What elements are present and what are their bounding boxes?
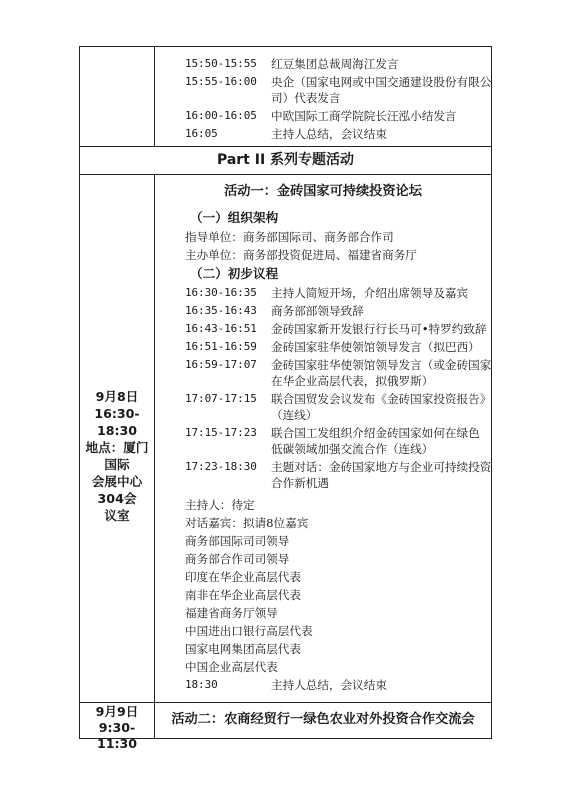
agenda-time: 16:51-16:59 xyxy=(185,340,257,353)
guest-item: 国家电网集团高层代表 xyxy=(185,642,301,656)
agenda-desc: 联合国贸发会议发布《金砖国家投资报告》 （连线） xyxy=(271,392,492,422)
agenda-row xyxy=(185,285,491,301)
guest-item: 福建省商务厅领导 xyxy=(185,606,278,620)
agenda-row xyxy=(185,357,491,389)
row-divider-part-top xyxy=(79,146,492,147)
agenda-desc: 主持人简短开场，介绍出席领导及嘉宾 xyxy=(271,286,469,300)
agenda-row xyxy=(185,339,491,355)
agenda-desc: 金砖国家新开发银行行长马可•特罗约致辞 xyxy=(271,322,487,336)
schedule-desc: 主持人总结，会议结束 xyxy=(271,127,387,141)
guest-item: 商务部国际司司领导 xyxy=(185,534,290,548)
guest-item: 中国企业高层代表 xyxy=(185,660,278,674)
event1-time: 16:30-18:30 xyxy=(94,406,140,438)
host-line: 主持人：待定 xyxy=(185,498,255,512)
schedule-time: 16:05 xyxy=(185,127,218,140)
schedule-row xyxy=(185,126,491,142)
table-top-border xyxy=(79,46,492,47)
event2-date: 9月9日 xyxy=(95,704,139,719)
agenda-desc: 金砖国家驻华使领馆领导发言（拟巴西） xyxy=(271,340,480,354)
agenda-time: 16:35-16:43 xyxy=(185,304,257,317)
event1-date: 9月8日 xyxy=(95,389,139,404)
closing-row xyxy=(185,677,491,693)
guests-line: 对话嘉宾：拟请8位嘉宾 xyxy=(185,516,309,530)
event1-place-line: 地点：厦门国际 xyxy=(85,440,149,472)
event1-time-place xyxy=(80,388,154,524)
closing-desc: 主持人总结，会议结束 xyxy=(271,678,387,692)
agenda-time: 16:43-16:51 xyxy=(185,322,257,335)
event2-time-range: 9:30-11:30 xyxy=(96,720,138,751)
guest-item: 南非在华企业高层代表 xyxy=(185,588,301,602)
column-divider-top xyxy=(154,46,155,146)
event1-content xyxy=(185,207,491,695)
event2-time xyxy=(80,704,154,752)
agenda-time: 17:15-17:23 xyxy=(185,426,257,439)
event1-place-line: 会展中心304会 xyxy=(91,474,143,506)
schedule-desc: 央企（国家电网或中国交通建设股份有限公 司）代表发言 xyxy=(271,75,492,105)
guest-item: 印度在华企业高层代表 xyxy=(185,570,301,584)
agenda-time: 17:23-18:30 xyxy=(185,460,257,473)
agenda-row xyxy=(185,391,491,423)
section-heading: （一）组织架构 xyxy=(190,210,279,225)
agenda-time: 16:30-16:35 xyxy=(185,286,257,299)
row-divider-part-bottom xyxy=(79,174,492,175)
agenda-row xyxy=(185,321,491,337)
schedule-desc: 红豆集团总裁周海江发言 xyxy=(271,57,399,71)
top-schedule xyxy=(185,56,491,144)
row-divider-event2-top xyxy=(79,702,492,703)
schedule-desc: 中欧国际工商学院院长汪泓小结发言 xyxy=(271,109,457,123)
schedule-time: 15:55-16:00 xyxy=(185,75,257,88)
agenda-desc: 商务部部领导致辞 xyxy=(271,304,364,318)
org-line: 指导单位：商务部国际司、商务部合作司 xyxy=(185,230,394,244)
agenda-desc: 主题对话：金砖国家地方与企业可持续投资 合作新机遇 xyxy=(271,460,492,490)
section-heading: （二）初步议程 xyxy=(190,266,279,281)
agenda-desc: 金砖国家驻华使领馆领导发言（或金砖国家 在华企业高层代表，拟俄罗斯） xyxy=(271,358,492,388)
agenda-time: 16:59-17:07 xyxy=(185,358,257,371)
column-divider-lower xyxy=(154,174,155,739)
agenda-time: 17:07-17:15 xyxy=(185,392,257,405)
agenda-row xyxy=(185,303,491,319)
agenda-desc: 联合国工发组织介绍金砖国家如何在绿色 低碳领域加强交流合作（连线） xyxy=(271,426,480,456)
org-line: 主办单位：商务部投资促进局、福建省商务厅 xyxy=(185,248,417,262)
guest-item: 中国进出口银行高层代表 xyxy=(185,624,313,638)
event1-place-line: 议室 xyxy=(104,508,130,523)
guest-item: 商务部合作司司领导 xyxy=(185,552,290,566)
part-header: Part II 系列专题活动 xyxy=(216,152,355,168)
closing-time: 18:30 xyxy=(185,678,218,691)
schedule-time: 15:50-15:55 xyxy=(185,57,257,70)
event2-title: 活动二：农商经贸行一绿色农业对外投资合作交流会 xyxy=(171,712,475,727)
event1-title: 活动一：金砖国家可持续投资论坛 xyxy=(224,184,422,199)
agenda-row xyxy=(185,459,491,491)
schedule-row xyxy=(185,108,491,124)
schedule-row xyxy=(185,74,491,106)
schedule-row xyxy=(185,56,491,72)
schedule-time: 16:00-16:05 xyxy=(185,109,257,122)
agenda-row xyxy=(185,425,491,457)
